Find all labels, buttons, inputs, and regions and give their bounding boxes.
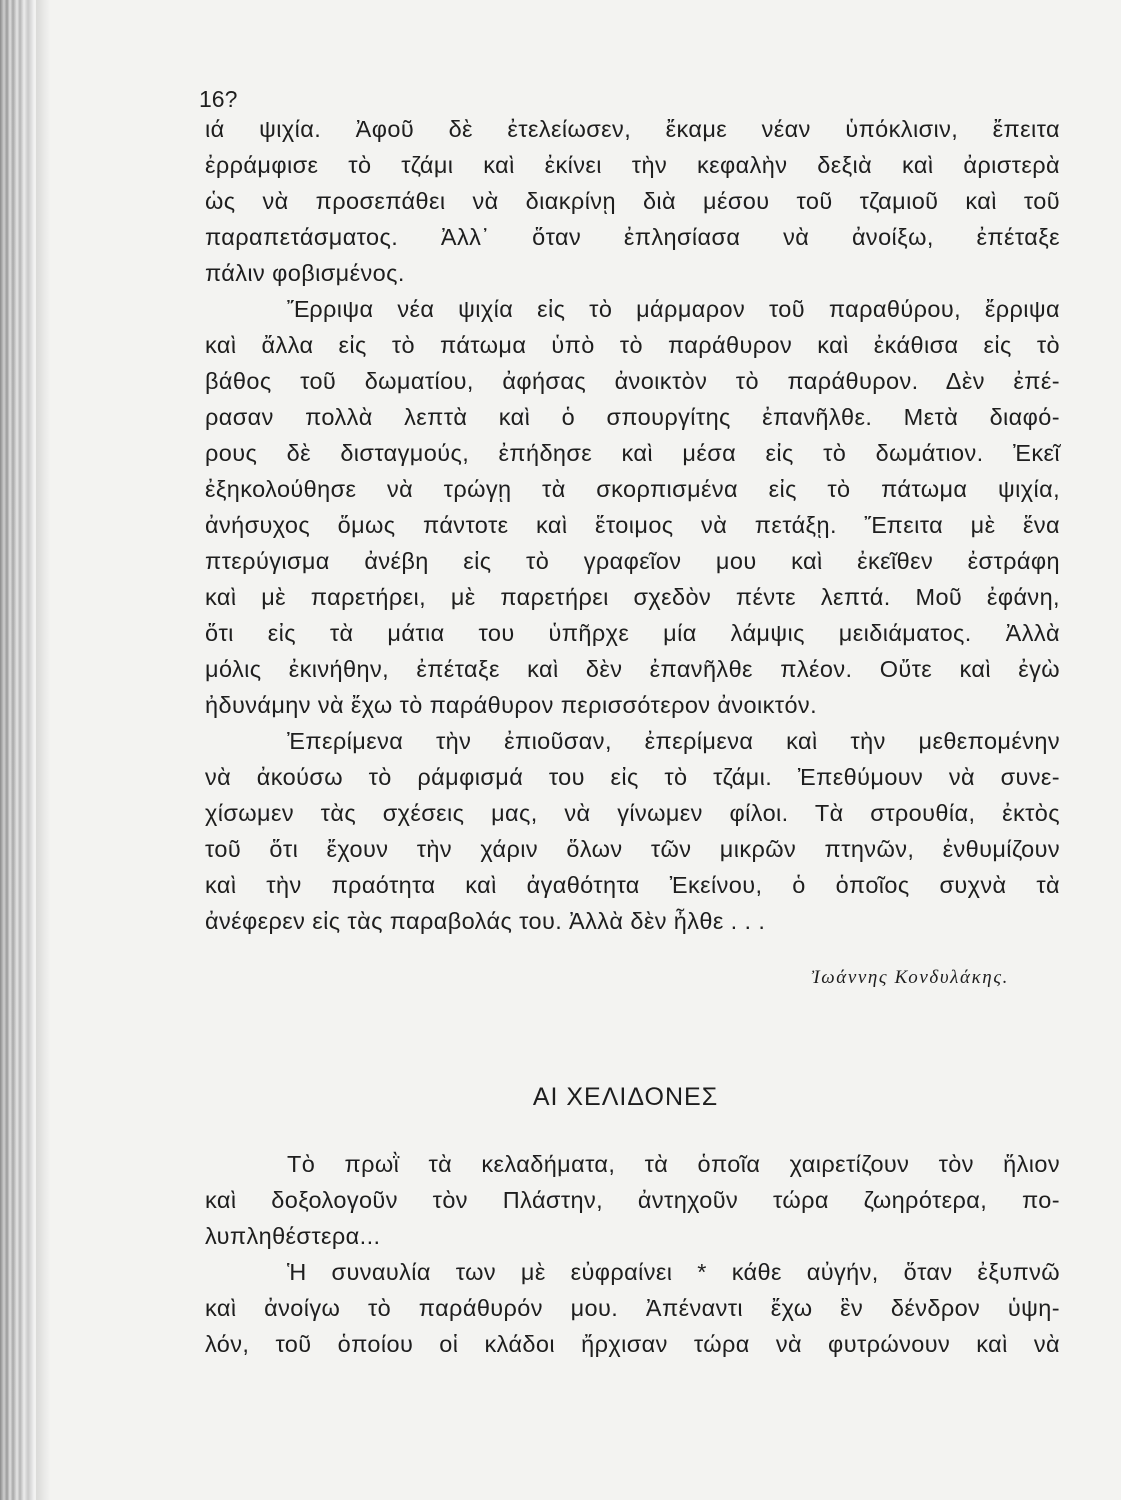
text-line: ὅτι εἰς τὰ μάτια του ὑπῆρχε μία λάμψις μειδιάματος. Ἀλλὰ [205, 620, 1060, 646]
text-line: πάλιν φοβισμένος. [205, 260, 405, 286]
text-line: καὶ δοξολογοῦν τὸν Πλάστην, ἀντηχοῦν τώρα ζωηρότερα, πο- [205, 1187, 1060, 1213]
text-line: ἀνέφερεν εἰς τὰς παραβολάς του. Ἀλλὰ δὲν ἦλθε . . . [205, 908, 766, 934]
text-line: λυπληθέστερα... [205, 1223, 381, 1249]
page-number: 16? [199, 86, 238, 112]
text-line: ιά ψιχία. Ἀφοῦ δὲ ἐτελείωσεν, ἔκαμε νέαν ὑπόκλισιν, ἔπειτα [205, 116, 1060, 142]
text-line: καὶ ἄλλα εἰς τὸ πάτωμα ὑπὸ τὸ παράθυρον καὶ ἐκάθισα εἰς τὸ [205, 332, 1060, 358]
page-edges [0, 0, 36, 1500]
text-line: ρους δὲ δισταγμούς, ἐπήδησε καὶ μέσα εἰς τὸ δωμάτιον. Ἐκεῖ [205, 440, 1060, 466]
text-line: τοῦ ὅτι ἔχουν τὴν χάριν ὅλων τῶν μικρῶν πτηνῶν, ἐνθυμίζουν [205, 836, 1060, 862]
text-line: Ἔρριψα νέα ψιχία εἰς τὸ μάρμαρον τοῦ παραθύρου, ἔρριψα [287, 296, 1060, 322]
binding-shadow [36, 0, 50, 1500]
text-line: καὶ τὴν πραότητα καὶ ἀγαθότητα Ἐκείνου, ὁ ὁποῖος συχνὰ τὰ [205, 872, 1060, 898]
text-line: παραπετάσματος. Ἀλλ᾽ ὅταν ἐπλησίασα νὰ ἀνοίξω, ἐπέταξε [205, 224, 1060, 250]
text-line: χίσωμεν τὰς σχέσεις μας, νὰ γίνωμεν φίλοι. Τὰ στρουθία, ἐκτὸς [205, 800, 1060, 826]
text-line: λόν, τοῦ ὁποίου οἱ κλάδοι ἤρχισαν τώρα νὰ φυτρώνουν καὶ νὰ [205, 1331, 1060, 1357]
text-line: καὶ ἀνοίγω τὸ παράθυρόν μου. Ἀπέναντι ἔχω ἓν δένδρον ὑψη- [205, 1295, 1060, 1321]
text-line: ἐρράμφισε τὸ τζάμι καὶ ἐκίνει τὴν κεφαλὴν δεξιὰ καὶ ἀριστερὰ [205, 152, 1060, 178]
text-line: Ἐπερίμενα τὴν ἐπιοῦσαν, ἐπερίμενα καὶ τὴν μεθεπομένην [287, 728, 1060, 754]
author-signature: Ἰωάννης Κονδυλάκης. [811, 967, 1009, 988]
text-line: πτερύγισμα ἀνέβη εἰς τὸ γραφεῖον μου καὶ ἐκεῖθεν ἐστράφη [205, 548, 1060, 574]
text-line: καὶ μὲ παρετήρει, μὲ παρετήρει σχεδὸν πέντε λεπτά. Μοῦ ἐφάνη, [205, 584, 1060, 610]
text-line: νὰ ἀκούσω τὸ ράμφισμά του εἰς τὸ τζάμι. Ἐπεθύμουν νὰ συνε- [205, 764, 1060, 790]
text-line: ἀνήσυχος ὅμως πάντοτε καὶ ἕτοιμος νὰ πετάξῃ. Ἔπειτα μὲ ἕνα [205, 512, 1060, 538]
text-line: ἐξηκολούθησε νὰ τρώγῃ τὰ σκορπισμένα εἰς τὸ πάτωμα ψιχία, [205, 476, 1060, 502]
text-line: ρασαν πολλὰ λεπτὰ καὶ ὁ σπουργίτης ἐπανῆλθε. Μετὰ διαφό- [205, 404, 1060, 430]
text-line: ὡς νὰ προσεπάθει νὰ διακρίνῃ διὰ μέσου τοῦ τζαμιοῦ καὶ τοῦ [205, 188, 1060, 214]
text-line: μόλις ἐκινήθην, ἐπέταξε καὶ δὲν ἐπανῆλθε πλέον. Οὔτε καὶ ἐγὼ [205, 656, 1060, 682]
text-line: βάθος τοῦ δωματίου, ἀφήσας ἀνοικτὸν τὸ παράθυρον. Δὲν ἐπέ- [205, 368, 1060, 394]
text-line: Ἡ συναυλία των μὲ εὐφραίνει * κάθε αὐγήν, ὅταν ἐξυπνῶ [287, 1259, 1060, 1285]
section-title: ΑΙ ΧΕΛΙΔΟΝΕΣ [532, 1083, 719, 1111]
text-line: Τὸ πρωῒ τὰ κελαδήματα, τὰ ὁποῖα χαιρετίζουν τὸν ἥλιον [287, 1151, 1060, 1177]
text-line: ἠδυνάμην νὰ ἔχω τὸ παράθυρον περισσότερον ἀνοικτόν. [205, 692, 817, 718]
